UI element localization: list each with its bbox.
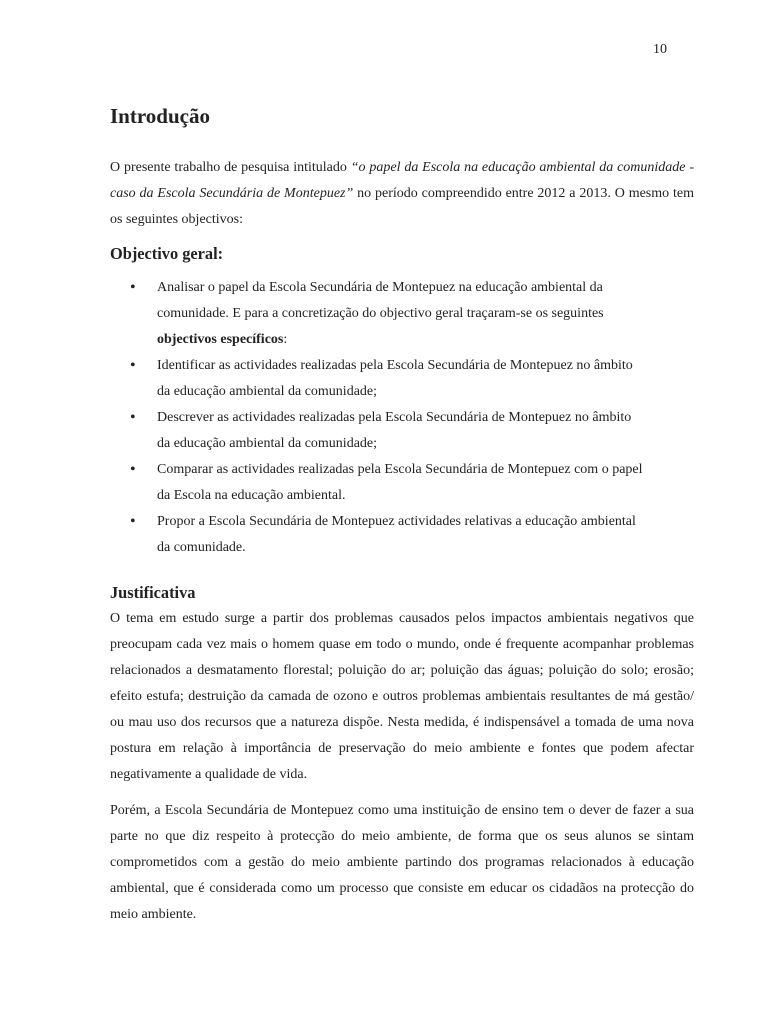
introduction-text-end: no período compreendido entre 2012 a 2013. O mesmo tem os seguintes objectivos: [110,186,694,227]
objective-item [110,509,694,561]
objective-line: • Analisar o papel da Escola Secundária de Montepuez na educação ambiental da [157,280,603,295]
justification-paragraph: Porém, a Escola Secundária de Montepuez como uma instituição de ensino tem o dever de fazer a sua parte no que diz respeito à protecção do meio ambiente, de forma que os seus alunos se sintam comprometidos com a gestão do meio ambiente partindo dos programas relacionados à educação ambiental, que é considerada como um processo que consiste em educar os cidadãos na protecção do meio ambiente. [110,803,694,922]
objective-line: • Comparar as actividades realizadas pela Escola Secundária de Montepuez com o papel [157,462,643,477]
objective-line: da Escola na educação ambiental. [157,488,346,503]
objective-item [110,405,694,457]
objective-line: • Propor a Escola Secundária de Montepuez actividades relativas a educação ambiental [157,514,636,529]
objective-line: da educação ambiental da comunidade; [157,384,378,399]
objective-line: da comunidade. [157,540,246,555]
introduction-text-start: O presente trabalho de pesquisa intitulado [110,160,351,175]
objective-line: • Identificar as actividades realizadas pela Escola Secundária de Montepuez no âmbito [157,358,633,373]
objective-suffix: : [283,332,288,347]
objective-line: • Descrever as actividades realizadas pela Escola Secundária de Montepuez no âmbito [157,410,632,425]
objective-line: comunidade. E para a concretização do objectivo geral traçaram-se os seguintes [157,306,604,321]
introduction-heading: Introdução [110,104,210,128]
specific-objectives-label: objectivos específicos [157,332,284,347]
page-content [110,103,694,938]
objective-line [157,327,694,353]
objective-item [110,457,694,509]
introduction-paragraph [110,155,694,233]
justification-heading: Justificativa [110,583,196,602]
objective-item [110,275,694,353]
objectives-list [110,275,694,561]
objective-item [110,353,694,405]
page-number: 10 [653,42,667,57]
justification-paragraph: O tema em estudo surge a partir dos problemas causados pelos impactos ambientais negativos que preocupam cada vez mais o homem quase em todo o mundo, onde é frequente acompanhar problemas relacionados a desmatamento florestal; poluição do ar; poluição das águas; poluição do solo; erosão; efeito estufa; destruição da camada de ozono e outros problemas ambientais resultantes de má gestão/ ou mau uso dos recursos que a natureza dispõe. Nesta medida, é indispensável a tomada de uma nova postura em relação à importância de preservação do meio ambiente e fontes que podem afectar negativamente a qualidade de vida. [110,611,694,782]
general-objective-heading: Objectivo geral: [110,244,224,263]
research-title: “o papel da Escola na educação ambiental da comunidade - caso da Escola Secundária de Montepuez” [110,160,695,201]
objective-line: da educação ambiental da comunidade; [157,436,378,451]
